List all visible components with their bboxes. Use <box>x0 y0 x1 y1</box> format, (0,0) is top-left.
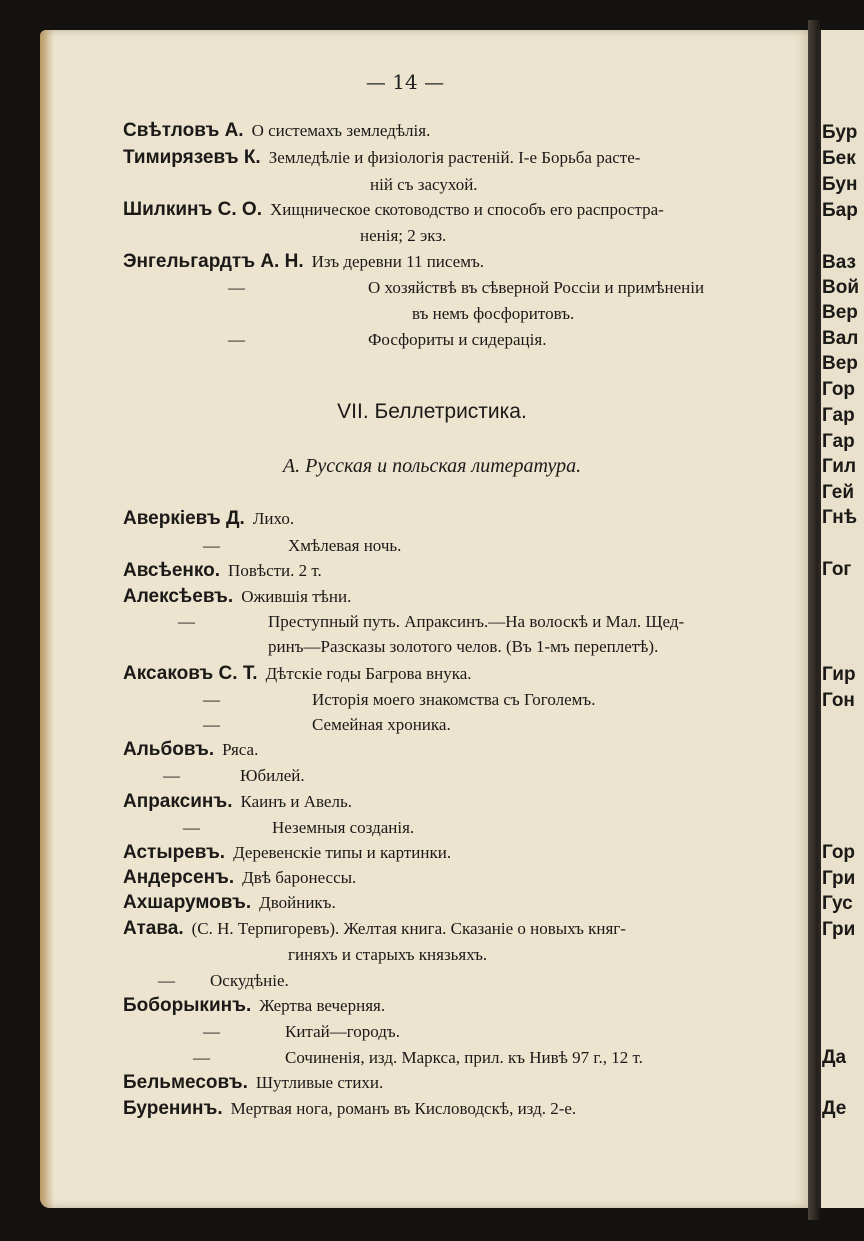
subsection-heading: А. Русская и польская литература. <box>282 455 582 477</box>
right-page-fragment: Бар <box>822 200 858 221</box>
right-page-fragment: Гри <box>822 868 856 889</box>
right-page-fragment: Гей <box>822 482 855 503</box>
right-page-fragment: Да <box>822 1047 847 1068</box>
right-page-fragment: Гон <box>822 690 855 711</box>
right-page-fragment: Гог <box>822 559 852 580</box>
right-page-fragment: Вал <box>822 328 859 349</box>
right-page-fragment: Гус <box>822 893 853 914</box>
right-page-fragment: Гир <box>822 664 856 685</box>
right-page-fragment: Гор <box>822 842 856 863</box>
right-page-fragment: Вер <box>822 353 858 374</box>
right-page-fragment: Гнѣ <box>822 507 858 528</box>
page-number: — 14 — <box>365 70 445 94</box>
right-page-fragment: Гил <box>822 456 857 477</box>
right-page-fragment: Ваз <box>822 252 856 273</box>
right-page-fragment: Гор <box>822 379 856 400</box>
right-page-fragment: Бун <box>822 174 858 195</box>
right-page-fragment: Вой <box>822 277 860 298</box>
right-page-fragment: Вер <box>822 302 858 323</box>
right-page-fragment: Де <box>822 1098 847 1119</box>
section-heading: VII. Беллетристика. <box>337 400 527 423</box>
right-page-fragment: Гар <box>822 431 855 452</box>
right-page-fragment: Бур <box>822 122 858 143</box>
right-page-fragment: Гри <box>822 919 856 940</box>
right-page-fragment: Гар <box>822 405 855 426</box>
right-page-fragment: Бек <box>822 148 856 169</box>
